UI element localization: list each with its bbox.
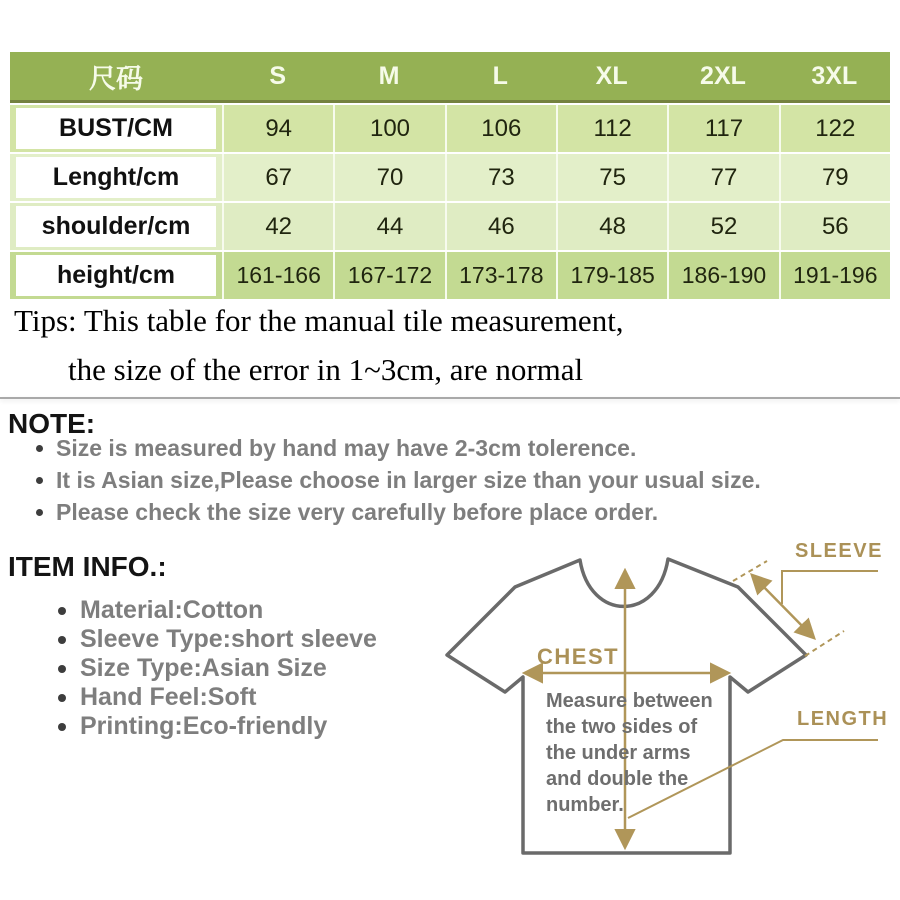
size-value-cell: 117 — [667, 105, 778, 152]
measure-instruction-text: Measure between the two sides of the under arms and double the number. — [546, 690, 713, 816]
note-bullet-text: Size is measured by hand may have 2-3cm tolerence. — [56, 434, 637, 461]
size-value-cell: 94 — [222, 105, 333, 152]
table-row-length — [10, 154, 890, 201]
item-info-bullet — [58, 627, 377, 652]
size-value-cell: 179-185 — [556, 252, 667, 299]
size-value-cell: 46 — [445, 203, 556, 250]
note-bullet — [36, 436, 761, 460]
row-label-cell — [10, 252, 222, 299]
header-cell-xl: XL — [595, 61, 628, 90]
item-info-bullet-text: Printing:Eco-friendly — [80, 712, 328, 740]
size-value-cell: 75 — [556, 154, 667, 201]
table-row-shoulder — [10, 203, 890, 250]
size-value-cell: 191-196 — [779, 252, 890, 299]
size-value-cell: 42 — [222, 203, 333, 250]
item-info-heading: ITEM INFO.: — [8, 551, 167, 582]
row-label-cell — [10, 105, 222, 152]
row-label: Lenght/cm — [16, 157, 216, 198]
note-bullet — [36, 468, 761, 492]
item-info-bullet-text: Hand Feel:Soft — [80, 683, 257, 711]
sleeve-label: SLEEVE — [795, 540, 883, 562]
row-label: BUST/CM — [16, 108, 216, 149]
chest-label: CHEST — [537, 644, 620, 669]
size-value-cell: 167-172 — [333, 252, 444, 299]
row-label-cell — [10, 203, 222, 250]
size-value-cell: 44 — [333, 203, 444, 250]
size-value-cell: 77 — [667, 154, 778, 201]
item-info-bullet — [58, 714, 377, 739]
note-heading: NOTE: — [8, 408, 96, 439]
item-info-bullet-list — [58, 598, 377, 743]
size-value-cell: 161-166 — [222, 252, 333, 299]
bullet-dot-icon — [58, 636, 66, 644]
bullet-dot-icon — [36, 509, 43, 516]
item-info-bullet — [58, 685, 377, 710]
size-value-cell: 70 — [333, 154, 444, 201]
size-value-cell: 67 — [222, 154, 333, 201]
bullet-dot-icon — [36, 477, 43, 484]
size-table — [10, 52, 890, 299]
size-value-cell: 173-178 — [445, 252, 556, 299]
size-value-cell: 52 — [667, 203, 778, 250]
header-cell-l: L — [492, 61, 508, 90]
bullet-dot-icon — [58, 665, 66, 673]
item-info-bullet — [58, 598, 377, 623]
size-value-cell: 56 — [779, 203, 890, 250]
row-label-cell — [10, 154, 222, 201]
size-table-header-row — [10, 52, 890, 103]
item-info-bullet-text: Size Type:Asian Size — [80, 654, 327, 682]
item-info-bullet-text: Sleeve Type:short sleeve — [80, 625, 377, 653]
bullet-dot-icon — [58, 694, 66, 702]
bullet-dot-icon — [58, 723, 66, 731]
header-cell-size-cn: 尺码 — [89, 63, 143, 94]
note-bullet-text: It is Asian size,Please choose in larger size than your usual size. — [56, 466, 761, 493]
size-value-cell: 79 — [779, 154, 890, 201]
row-label: shoulder/cm — [16, 206, 216, 247]
size-value-cell: 122 — [779, 105, 890, 152]
item-info-bullet-text: Material:Cotton — [80, 596, 264, 624]
size-value-cell: 100 — [333, 105, 444, 152]
size-value-cell: 186-190 — [667, 252, 778, 299]
row-label: height/cm — [16, 255, 216, 296]
table-row-height — [10, 252, 890, 299]
bullet-dot-icon — [58, 607, 66, 615]
tips-line-2: the size of the error in 1~3cm, are normal — [68, 352, 584, 387]
header-cell-m: M — [378, 61, 400, 90]
table-row-bust — [10, 105, 890, 152]
size-value-cell: 73 — [445, 154, 556, 201]
bullet-dot-icon — [36, 445, 43, 452]
note-bullet-list — [36, 436, 761, 532]
item-info-bullet — [58, 656, 377, 681]
header-cell-s: S — [269, 61, 286, 90]
note-bullet — [36, 500, 761, 524]
note-bullet-text: Please check the size very carefully before place order. — [56, 498, 659, 525]
tips-line-1: Tips: This table for the manual tile measurement, — [14, 303, 624, 338]
size-value-cell: 48 — [556, 203, 667, 250]
size-value-cell: 106 — [445, 105, 556, 152]
size-value-cell: 112 — [556, 105, 667, 152]
section-divider — [0, 397, 900, 399]
header-cell-2xl: 2XL — [700, 61, 746, 90]
length-label: LENGTH — [797, 708, 889, 730]
header-cell-3xl: 3XL — [811, 61, 858, 90]
